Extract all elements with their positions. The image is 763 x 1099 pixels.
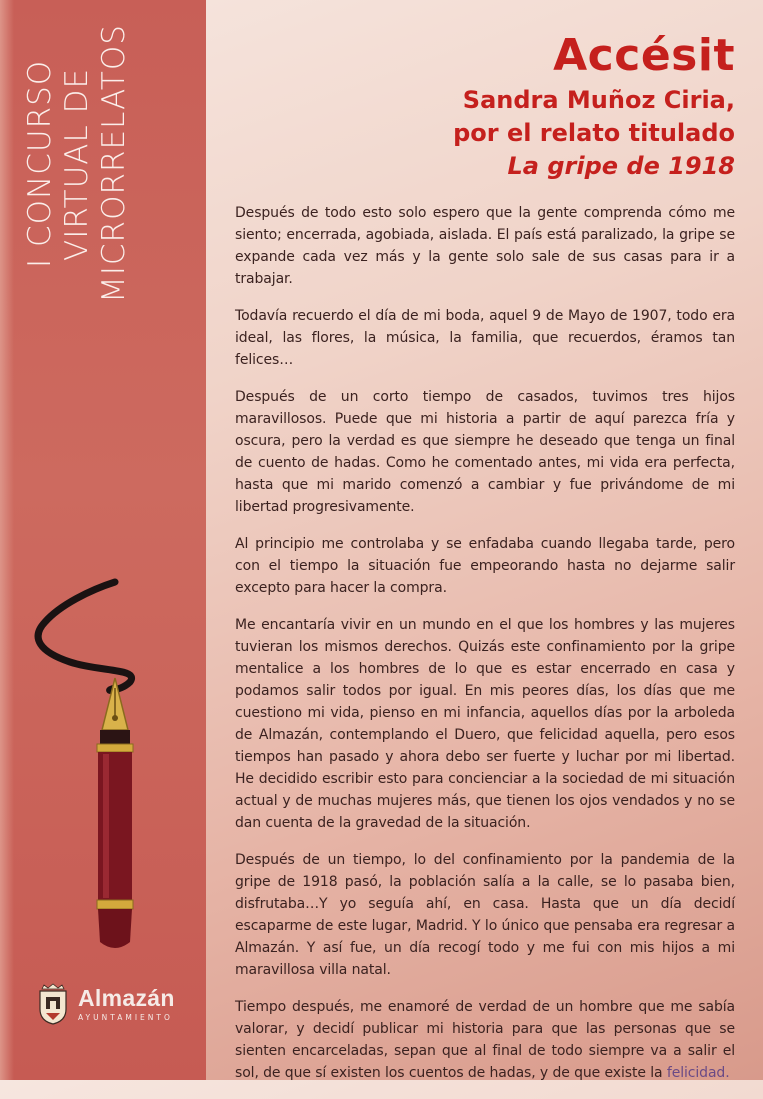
almazan-logo bbox=[36, 982, 175, 1026]
pen-lower-band bbox=[97, 900, 133, 909]
pen-cap-end bbox=[98, 909, 132, 948]
fountain-pen-illustration bbox=[20, 570, 210, 965]
ink-stroke bbox=[38, 582, 131, 690]
contest-title bbox=[22, 18, 133, 310]
award-title: Accésit bbox=[553, 30, 735, 81]
story-paragraph-last bbox=[235, 996, 735, 1084]
story-title: La gripe de 1918 bbox=[507, 152, 735, 180]
by-line: por el relato titulado bbox=[453, 119, 735, 147]
story-paragraph: Después de todo esto solo espero que la gente comprenda cómo me siento; encerrada, agobiada, aislada. El país está paralizado, la gripe se expande cada vez más y la gente solo sale de sus casas para ir a trabajar. bbox=[235, 205, 735, 287]
story-paragraph: Me encantaría vivir en un mundo en el que los hombres y las mujeres tuvieran los mismos derechos. Quizás este confinamiento por la gripe mentalice a los hombres de lo que es estar encerrado en casa y podamos salir todos por igual. En mis peores días, los días que me cuestiono mi vida, pienso en mi infancia, aquellos días por la arboleda de Almazán, contemplando el Duero, que felicidad aquella, pero esos tiempos han pasado y ahora debo ser fuerte y luchar por mi libertad. He decidido escribir esto para concienciar a la sociedad de mi situación actual y de muchas mujeres más, que tienen los ojos vendados y no se dan cuenta de la gravedad de la situación. bbox=[235, 617, 735, 831]
contest-title-line: VIRTUAL DE bbox=[59, 67, 95, 261]
pen-band bbox=[97, 744, 133, 752]
contest-title-line: I CONCURSO bbox=[22, 59, 58, 269]
logo-name: Almazán bbox=[78, 985, 175, 1011]
story-paragraph: Después de un tiempo, lo del confinamiento por la pandemia de la gripe de 1918 pasó, la población salía a la calle, se lo pasaba bien, disfrutaba…Y yo seguía ahí, en casa. Hasta que un día decidí escaparme de este lugar, Madrid. Y lo único que pensaba era regresar a Almazán. Y así fue, un día recogí todo y me fui con mis hijos a mi maravillosa villa natal. bbox=[235, 852, 735, 978]
sidebar-edge-glow bbox=[0, 0, 14, 1080]
logo-subtitle: AYUNTAMIENTO bbox=[78, 1013, 173, 1022]
contest-title-line: MICRORRELATOS bbox=[96, 24, 132, 304]
story-body bbox=[235, 202, 735, 1099]
story-paragraph: Todavía recuerdo el día de mi boda, aquel 9 de Mayo de 1907, todo era ideal, las flores, la música, la familia, que recuerdos, éramos tan felices… bbox=[235, 308, 735, 368]
author-line: Sandra Muñoz Ciria, bbox=[462, 86, 735, 114]
story-paragraph: Después de un corto tiempo de casados, tuvimos tres hijos maravillosos. Puede que mi historia a partir de aquí parezca fría y oscura, pero la verdad es que siempre he deseado que tenga un final de cuento de hadas. Como he comentado antes, mi vida era perfecta, hasta que mi marido comenzó a cambiar y fue privándome de mi libertad progresivamente. bbox=[235, 389, 735, 515]
coat-of-arms-icon bbox=[36, 983, 70, 1025]
story-paragraph-text: Tiempo después, me enamoré de verdad de un hombre que me sabía valorar, y decidí publicar mi historia para que las personas que se sienten encarceladas, sepan que al final de todo siempre va a salir el sol, de que sí existen los cuentos de hadas, y de que existe la bbox=[235, 999, 735, 1081]
story-paragraph: Al principio me controlaba y se enfadaba cuando llegaba tarde, pero con el tiempo la situación fue empeorando hasta no dejarme salir excepto para hacer la compra. bbox=[235, 536, 735, 596]
pen-grip bbox=[100, 730, 130, 744]
header bbox=[453, 28, 735, 183]
highlighted-word: felicidad. bbox=[666, 1065, 730, 1081]
